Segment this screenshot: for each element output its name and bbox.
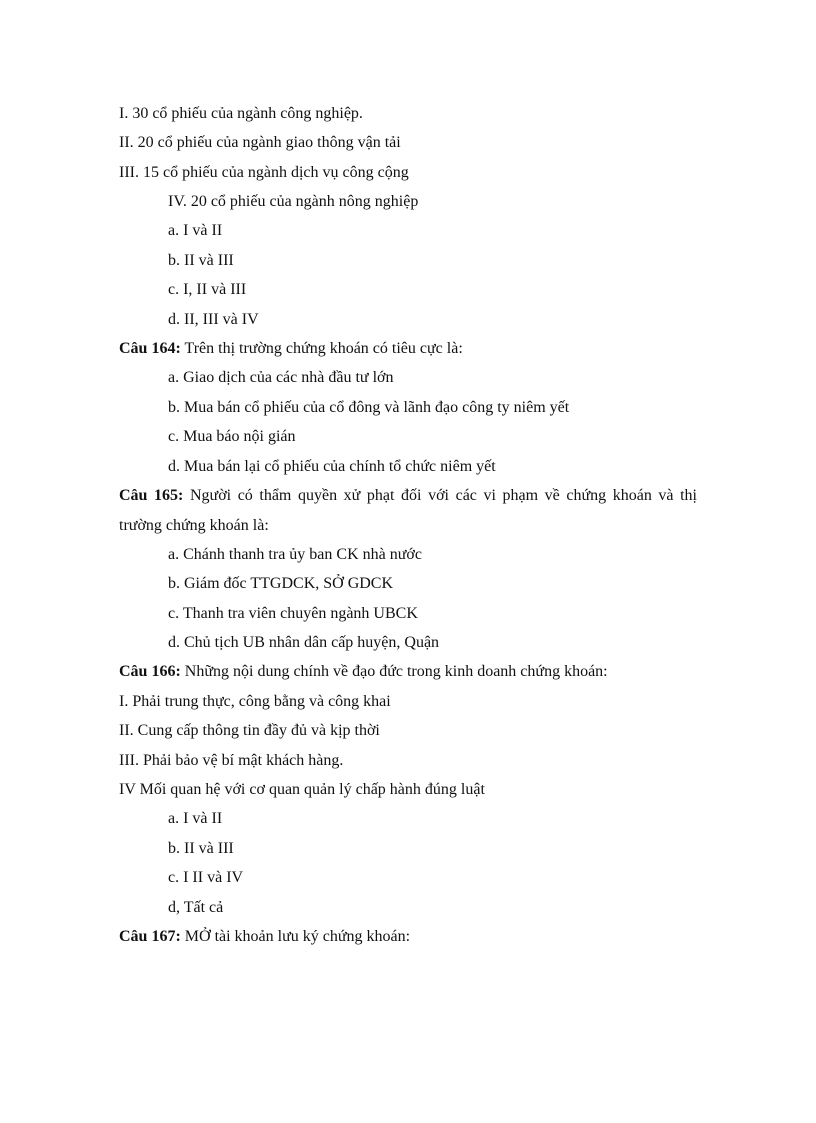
question-label: Câu 165: [119, 487, 184, 504]
statement-iii: III. Phải bảo vệ bí mật khách hàng. [119, 752, 344, 769]
option-a: a. I và II [168, 222, 223, 239]
statement-i: I. Phải trung thực, công bằng và công khai [119, 693, 391, 710]
option-b: b. Giám đốc TTGDCK, SỞ GDCK [168, 575, 394, 592]
statement-iii: III. 15 cổ phiếu của ngành dịch vụ công cộng [119, 164, 409, 181]
option-d: d. II, III và IV [168, 311, 259, 328]
option-b: b. II và III [168, 252, 234, 269]
question-165 [119, 481, 697, 540]
question-text: Những nội dung chính về đạo đức trong kinh doanh chứng khoán: [180, 663, 608, 680]
option-c: c. Mua báo nội gián [168, 428, 296, 445]
option-c: c. Thanh tra viên chuyên ngành UBCK [168, 605, 418, 622]
statement-iv: IV. 20 cổ phiếu của ngành nông nghiệp [168, 193, 419, 210]
option-c: c. I, II và III [168, 281, 247, 298]
question-text: Người có thẩm quyền xử phạt đối với các vi phạm về chứng khoán và thị trường chứng khoán là: [119, 487, 697, 534]
option-d: d. Chủ tịch UB nhân dân cấp huyện, Quận [168, 634, 440, 651]
question-label: Câu 166: [119, 663, 181, 680]
option-a: a. Giao dịch của các nhà đầu tư lớn [168, 369, 394, 386]
option-d: d, Tất cả [168, 899, 224, 916]
question-164 [119, 339, 463, 359]
question-167 [119, 927, 410, 947]
option-b: b. Mua bán cổ phiếu của cổ đông và lãnh đạo công ty niêm yết [168, 399, 570, 416]
statement-iv: IV Mối quan hệ với cơ quan quản lý chấp hành đúng luật [119, 781, 485, 798]
option-a: a. I và II [168, 810, 223, 827]
question-label: Câu 167: [119, 928, 181, 945]
question-label: Câu 164: [119, 340, 181, 357]
statement-ii: II. Cung cấp thông tin đầy đủ và kịp thời [119, 722, 380, 739]
option-a: a. Chánh thanh tra ủy ban CK nhà nước [168, 546, 422, 563]
option-d: d. Mua bán lại cổ phiếu của chính tổ chức niêm yết [168, 458, 496, 475]
option-c: c. I II và IV [168, 869, 244, 886]
question-text: Trên thị trường chứng khoán có tiêu cực là: [180, 340, 463, 357]
question-166 [119, 662, 608, 682]
statement-i: I. 30 cổ phiếu của ngành công nghiệp. [119, 105, 363, 122]
question-text: MỞ tài khoản lưu ký chứng khoán: [180, 928, 411, 945]
statement-ii: II. 20 cổ phiếu của ngành giao thông vận tải [119, 134, 401, 151]
option-b: b. II và III [168, 840, 234, 857]
